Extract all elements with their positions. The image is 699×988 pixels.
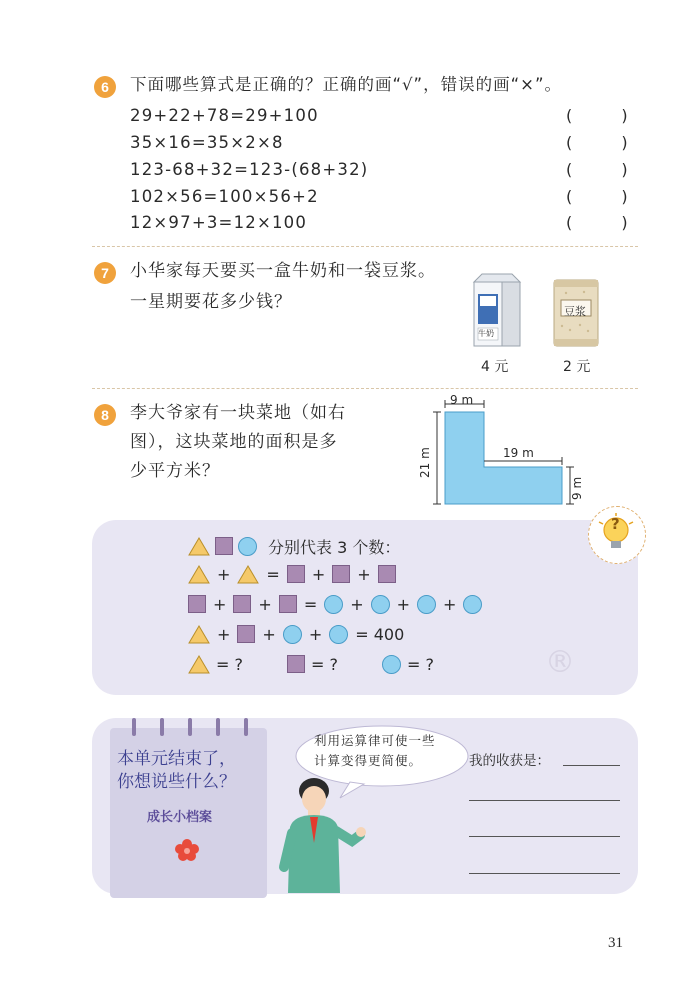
student-boy-illustration — [270, 775, 370, 893]
answer-line-1[interactable] — [563, 765, 620, 766]
plus-sign: + — [308, 624, 323, 644]
section-divider-2 — [92, 388, 638, 389]
circle-icon — [371, 595, 390, 614]
square-icon — [332, 565, 350, 583]
answer-line-2[interactable] — [469, 800, 620, 801]
page-number: 31 — [608, 935, 623, 951]
equation-2: 35×16=35×2×8 — [130, 133, 284, 152]
question-8-line-3: 少平方米？ — [130, 461, 220, 481]
card-line-2: 你想说些什么？ — [117, 772, 236, 791]
circle-icon — [283, 625, 302, 644]
equation-5: 12×97+3=12×100 — [130, 213, 308, 232]
square-icon — [215, 537, 233, 555]
bulb-question-mark: ? — [611, 515, 620, 533]
circle-icon — [329, 625, 348, 644]
dimension-inner: 19 m — [503, 446, 534, 460]
harvest-label: 我的收获是： — [469, 753, 550, 769]
speech-line-1: 利用运算律可使一些 — [314, 733, 436, 748]
square-answer[interactable]: = ? — [310, 654, 338, 674]
dimension-left: 21 m — [418, 447, 432, 478]
question-7-line-1: 小华家每天要买一盒牛奶和一袋豆浆。 — [130, 261, 436, 281]
flower-icon — [174, 838, 200, 862]
square-icon — [287, 655, 305, 673]
question-7-line-2: 一星期要花多少钱？ — [130, 292, 292, 312]
square-icon — [233, 595, 251, 613]
circle-icon — [324, 595, 343, 614]
section-divider-1 — [92, 246, 638, 247]
triangle-answer[interactable]: = ? — [216, 654, 243, 674]
question-8-number: 8 — [94, 404, 116, 426]
equation-result: = 400 — [355, 624, 405, 644]
square-icon — [378, 565, 396, 583]
puzzle-equation-1 — [188, 562, 396, 586]
circle-icon — [463, 595, 482, 614]
puzzle-legend-row — [188, 534, 400, 558]
equals-sign: = — [266, 564, 280, 584]
triangle-icon — [188, 537, 210, 556]
question-6-number: 6 — [94, 76, 116, 98]
plus-sign: + — [311, 564, 326, 584]
triangle-icon — [188, 625, 210, 644]
answer-paren-4[interactable]: ( ) — [566, 187, 650, 206]
question-8-line-2: 图），这块菜地的面积是多 — [130, 432, 338, 452]
answer-paren-5[interactable]: ( ) — [566, 213, 650, 232]
equation-3: 123-68+32=123-(68+32) — [130, 160, 369, 179]
plus-sign: + — [396, 594, 411, 614]
milk-carton-icon — [468, 272, 524, 348]
answer-paren-3[interactable]: ( ) — [566, 160, 650, 179]
registered-watermark: ® — [545, 645, 575, 680]
puzzle-equation-3 — [188, 622, 406, 646]
answer-line-3[interactable] — [469, 836, 620, 837]
square-icon — [279, 595, 297, 613]
triangle-icon — [237, 565, 259, 584]
puzzle-intro: 分别代表 3 个数： — [268, 537, 401, 557]
plus-sign: + — [262, 624, 276, 644]
equation-1: 29+22+78=29+100 — [130, 106, 319, 125]
equals-sign: = — [303, 594, 318, 614]
triangle-icon — [188, 565, 210, 584]
square-icon — [287, 565, 305, 583]
plus-sign: + — [213, 594, 227, 614]
speech-line-2: 计算变得更简便。 — [314, 753, 423, 768]
milk-label: 牛奶 — [478, 329, 494, 338]
question-6-prompt: 下面哪些算式是正确的？正确的画“√”，错误的画“×”。 — [130, 75, 563, 94]
milk-price: 4 元 — [481, 359, 509, 375]
question-8-line-1: 李大爷家有一块菜地（如右 — [130, 403, 346, 423]
soy-milk-price: 2 元 — [563, 359, 591, 375]
binder-ring — [244, 718, 248, 736]
binder-ring — [160, 718, 164, 736]
circle-answer[interactable]: = ? — [406, 654, 434, 674]
puzzle-equation-2 — [188, 592, 482, 616]
plus-sign: + — [258, 594, 272, 614]
square-icon — [237, 625, 255, 643]
plus-sign: + — [350, 594, 364, 614]
question-7-number: 7 — [94, 262, 116, 284]
plus-sign: + — [357, 564, 371, 584]
soy-milk-label: 豆浆 — [564, 305, 586, 318]
answer-line-4[interactable] — [469, 873, 620, 874]
binder-ring — [132, 718, 136, 736]
puzzle-answers-row — [188, 652, 434, 676]
card-line-1: 本单元结束了， — [117, 749, 236, 768]
answer-paren-1[interactable]: ( ) — [566, 106, 650, 125]
square-icon — [188, 595, 206, 613]
plus-sign: + — [217, 624, 231, 644]
circle-icon — [238, 537, 257, 556]
equation-4: 102×56=100×56+2 — [130, 187, 319, 206]
plus-sign: + — [443, 594, 457, 614]
plus-sign: + — [217, 564, 231, 584]
circle-icon — [382, 655, 401, 674]
card-tag: 成长小档案 — [147, 810, 213, 825]
dimension-top: 9 m — [450, 393, 474, 407]
binder-ring — [188, 718, 192, 736]
answer-paren-2[interactable]: ( ) — [566, 133, 650, 152]
dimension-right: 9 m — [570, 476, 584, 500]
binder-ring — [216, 718, 220, 736]
triangle-icon — [188, 655, 210, 674]
circle-icon — [417, 595, 436, 614]
